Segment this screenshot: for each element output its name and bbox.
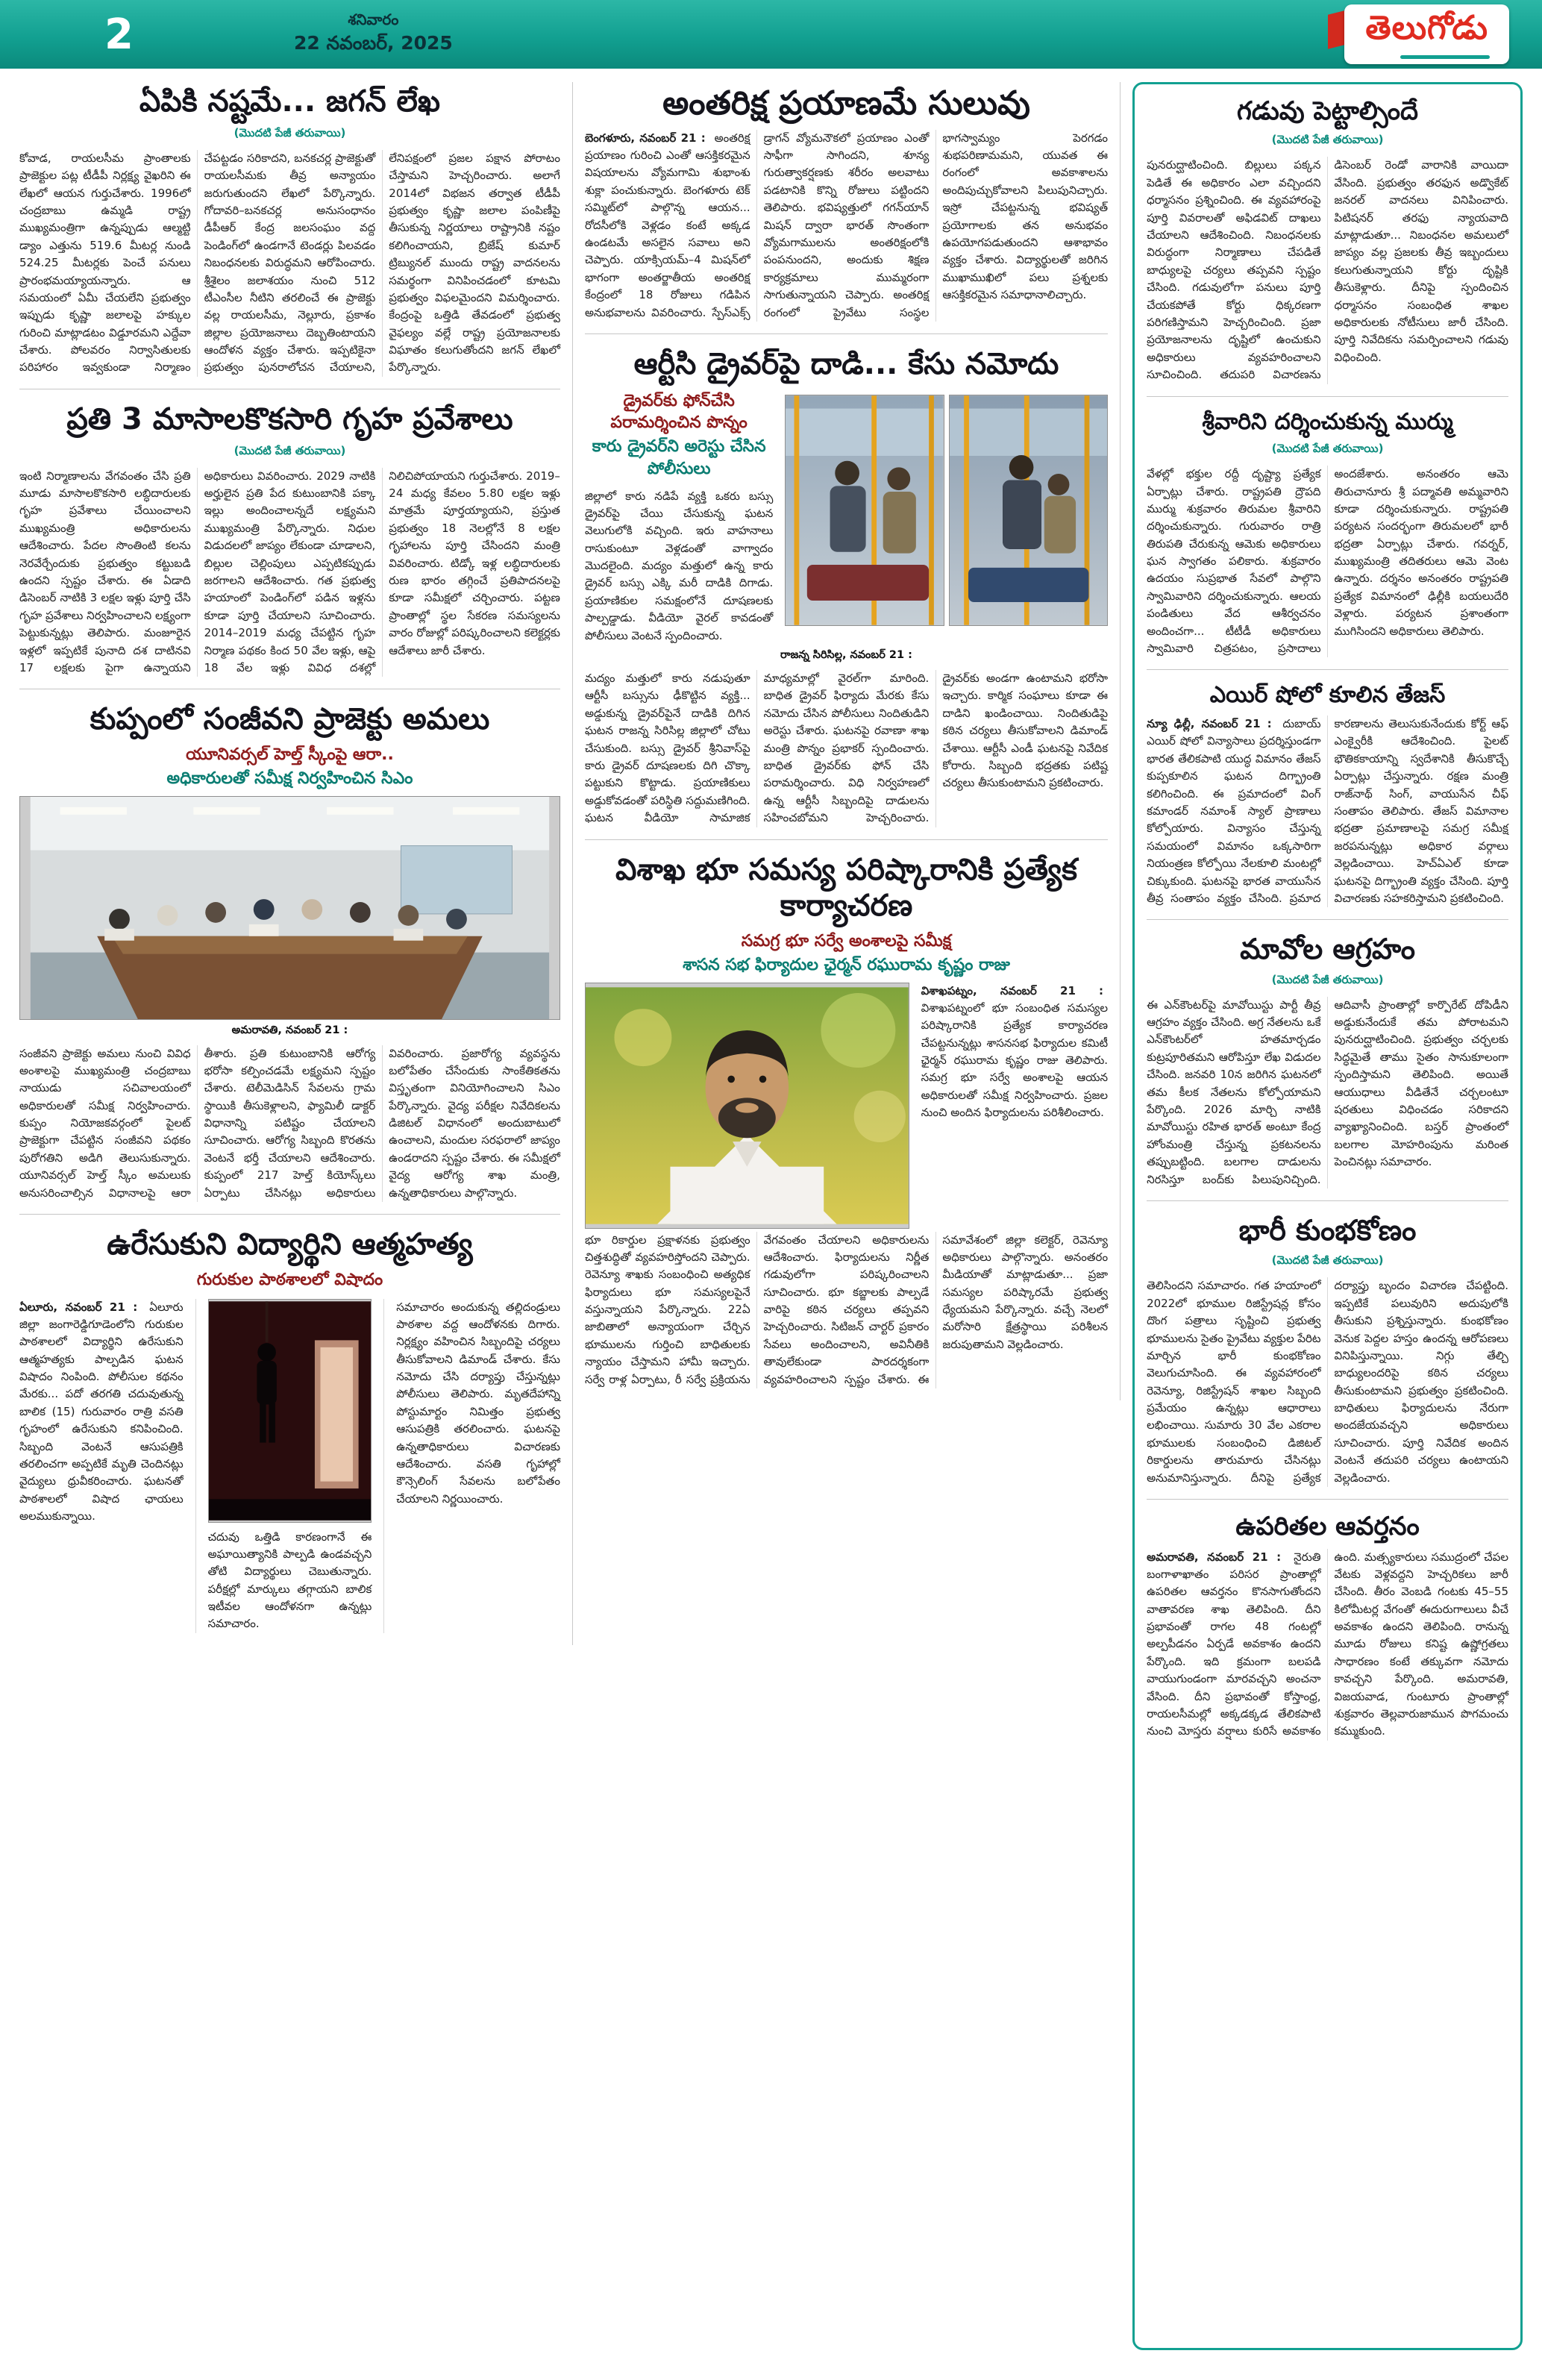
headline: అంతరిక్ష ప్రయాణమే సులువు bbox=[662, 84, 1030, 122]
body-text: కోవాడ, రాయలసీమ ప్రాంతాలకు ప్రాజెక్టుల పట్ల టీడీపీ నిర్లక్ష్య వైఖరిని ఈ లేఖలో ఆయన గుర్తుచేశారు. 1996లో చంద్రబాబు ఉమ్మడి రాష్ట్ర ముఖ్యమంత్రిగా ఉన్నప్పుడు ఆల్మట్టి డ్యాం ఎత్తును 519.6 మీటర్ల నుండి 524.25 మీటర్లకు పెంచే పనులు ప్రారంభమయ్యాయన్నారు. ఆ సమయంలో ఏమీ చేయలేని ప్రభుత్వం ఇప్పుడు కృష్ణా జలాలపై హక్కుల గురించి మాట్లాడటం విడ్డూరమని ఎద్దేవా చేశారు. పోలవరం నిర్వాసితులకు పరిహారం ఇవ్వకుండా నిర్మాణం చేపట్టడం సరికాదని, బనకచర్ల ప్రాజెక్టుతో రాయలసీమకు తీవ్ర అన్యాయం జరుగుతుందని లేఖలో పేర్కొన్నారు. గోదావరి–బనకచర్ల అనుసంధానం డీపీఆర్ కేంద్ర జలసంఘం వద్ద పెండింగ్‌లో ఉండగానే టెండర్లు పిలవడం నిబంధనలకు విరుద్ధమని ఆరోపించారు. శ్రీశైలం జలాశయం నుంచి 512 టీఎంసీల నీటిని తరలించే ఈ ప్రాజెక్టు వల్ల రాయలసీమ, నెల్లూరు, ప్రకాశం జిల్లాల ప్రయోజనాలు దెబ్బతింటాయని ఆందోళన వ్యక్తం చేశారు. ఇప్పటికైనా ప్రభుత్వం పునరాలోచన చేయాలని, లేనిపక్షంలో ప్రజల పక్షాన పోరాటం చేస్తామని హెచ్చరించారు. అలాగే 2014లో విభజన తర్వాత టీడీపీ ప్రభుత్వం కృష్ణా జలాల పంపిణీపై తీసుకున్న నిర్ణయాలు రాష్ట్రానికి నష్టం కలిగించాయని, బ్రిజేష్ కుమార్ ట్రిబ్యునల్ ముందు రాష్ట్ర వాదనలను సమర్థంగా వినిపించడంలో కూటమి ప్రభుత్వం విఫలమైందని విమర్శించారు. కేంద్రంపై ఒత్తిడి తేవడంలో ప్రభుత్వ వైఫల్యం వల్లే రాష్ట్ర ప్రయోజనాలకు విఘాతం కలుగుతోందని జగన్ లేఖలో పేర్కొన్నారు. bbox=[19, 151, 560, 375]
continuation-note: (మొదటి పేజీ తరువాయి) bbox=[1271, 133, 1384, 147]
body-column-right bbox=[383, 1299, 560, 1633]
subhead-2: అధికారులతో సమీక్ష నిర్వహించిన సిఎం bbox=[166, 768, 413, 788]
headline: విశాఖ భూ సమస్య పరిష్కారానికి ప్రత్యేక కార్యాచరణ bbox=[615, 852, 1077, 924]
body-text: మద్యం మత్తులో కారు నడుపుతూ ఆర్టీసీ బస్సును ఢీకొట్టిన వ్యక్తి... అడ్డుకున్న డ్రైవర్‌పైనే దాడికి దిగిన ఘటన రాజన్న సిరిసిల్ల జిల్లాలో చోటు చేసుకుంది. బస్సు డ్రైవర్ శ్రీనివాస్‌పై కారు డ్రైవర్ దూషణలకు దిగి చొక్కా పట్టుకుని కొట్టాడు. ప్రయాణికులు అడ్డుకోవడంతో పరిస్థితి సద్దుమణిగింది. ఘటన వీడియో సామాజిక మాధ్యమాల్లో వైరల్‌గా మారింది. బాధిత డ్రైవర్ ఫిర్యాదు మేరకు కేసు నమోదు చేసిన పోలీసులు నిందితుడిని అరెస్టు చేశారు. ఘటనపై రవాణా శాఖ మంత్రి పొన్నం ప్రభాకర్ స్పందించారు. బాధిత డ్రైవర్‌కు ఫోన్ చేసి పరామర్శించారు. విధి నిర్వహణలో ఉన్న ఆర్టీసీ సిబ్బందిపై దాడులను సహించబోమని హెచ్చరించారు. డ్రైవర్‌కు అండగా ఉంటామని భరోసా ఇచ్చారు. కార్మిక సంఘాలు కూడా ఈ దాడిని ఖండించాయి. నిందితుడిపై కఠిన చర్యలు తీసుకోవాలని డిమాండ్ చేశాయి. ఆర్టీసీ ఎండీ ఘటనపై నివేదిక కోరారు. సిబ్బంది భద్రతకు పటిష్ట చర్యలు తీసుకుంటామని ప్రకటించారు. bbox=[584, 671, 1109, 825]
body-text: ఇంటి నిర్మాణాలను వేగవంతం చేసి ప్రతి మూడు మాసాలకొకసారి లబ్ధిదారులకు గృహ ప్రవేశాలు చేయించాలని ముఖ్యమంత్రి అధికారులను ఆదేశించారు. పేదల సొంతింటి కలను నెరవేర్చేందుకు ప్రభుత్వం కట్టుబడి ఉందని స్పష్టం చేశారు. ఈ ఏడాది డిసెంబర్ నాటికి 3 లక్షల ఇళ్లు పూర్తి చేసి గృహ ప్రవేశాలు నిర్వహించాలని లక్ష్యంగా పెట్టుకున్నట్లు తెలిపారు. మంజూరైన ఇళ్లలో ఇప్పటికే పునాది దశ దాటినవి 17 లక్షలకు పైగా ఉన్నాయని అధికారులు వివరించారు. 2029 నాటికి అర్హులైన ప్రతి పేద కుటుంబానికి పక్కా ఇల్లు అందించాలన్నదే లక్ష్యమని ముఖ్యమంత్రి పేర్కొన్నారు. నిధుల విడుదలలో జాప్యం లేకుండా చూడాలని, బిల్లుల చెల్లింపులు ఎప్పటికప్పుడు జరగాలని ఆదేశించారు. గత ప్రభుత్వ హయాంలో పెండింగ్‌లో పడిన ఇళ్లను కూడా పూర్తి చేయాలని సూచించారు. 2014–2019 మధ్య చేపట్టిన గృహ నిర్మాణ పథకం కింద 50 వేల ఇళ్లు, ఆపై 18 వేల ఇళ్లు వివిధ దశల్లో నిలిచిపోయాయని గుర్తుచేశారు. 2019–24 మధ్య కేవలం 5.80 లక్షల ఇళ్లు మాత్రమే పూర్తయ్యాయని, ప్రస్తుత ప్రభుత్వం 18 నెలల్లోనే 8 లక్షల గృహాలను పూర్తి చేసిందని మంత్రి వివరించారు. టిడ్కో ఇళ్ల లబ్ధిదారులకు రుణ భారం తగ్గించే ప్రతిపాదనలపై కూడా సమీక్షలో చర్చించారు. పట్టణ ప్రాంతాల్లో స్థల సేకరణ సమస్యలను వారం రోజుల్లో పరిష్కరించాలని కలెక్టర్లకు ఆదేశాలు జారీ చేశారు. bbox=[19, 469, 560, 674]
date-block bbox=[294, 10, 453, 59]
raghurama-portrait-photo bbox=[585, 983, 909, 1229]
article-body bbox=[1147, 715, 1508, 907]
body-column-left bbox=[19, 1299, 184, 1633]
headline: శ్రీవారిని దర్శించుకున్న ముర్ము bbox=[1202, 408, 1453, 435]
subhead-1: యూనివర్సల్ హెల్త్ స్కీంపై ఆరా.. bbox=[186, 745, 394, 765]
body-column-middle bbox=[195, 1299, 372, 1633]
photo-block bbox=[585, 983, 909, 1229]
body-text: సంజీవని ప్రాజెక్టు అమలు నుంచి వివిధ అంశాలపై ముఖ్యమంత్రి చంద్రబాబు నాయుడు సచివాలయంలో అధికారులతో సమీక్ష నిర్వహించారు. కుప్పం నియోజకవర్గంలో పైలట్ ప్రాజెక్టుగా చేపట్టిన సంజీవని పథకం పురోగతిని అడిగి తెలుసుకున్నారు. యూనివర్సల్ హెల్త్ స్కీం అమలుకు అనుసరించాల్సిన విధానాలపై ఆరా తీశారు. ప్రతి కుటుంబానికి ఆరోగ్య భరోసా కల్పించడమే లక్ష్యమని స్పష్టం చేశారు. టెలీమెడిసిన్ సేవలను గ్రామ స్థాయికి తీసుకెళ్లాలని, ఫ్యామిలీ డాక్టర్ విధానాన్ని పటిష్టం చేయాలని సూచించారు. ఆరోగ్య సిబ్బంది కొరతను వెంటనే భర్తీ చేయాలని ఆదేశించారు. కుప్పంలో 217 హెల్త్ కియోస్క్‌లు ఏర్పాటు చేసినట్లు అధికారులు వివరించారు. ప్రజారోగ్య వ్యవస్థను బలోపేతం చేసేందుకు సాంకేతికతను విస్తృతంగా వినియోగించాలని సిఎం పేర్కొన్నారు. వైద్య పరీక్షల నివేదికలను డిజిటల్ విధానంలో అందుబాటులో ఉంచాలని, మందుల సరఫరాలో జాప్యం ఉండరాదని స్పష్టం చేశారు. ఈ సమీక్షలో వైద్య ఆరోగ్య శాఖ మంత్రి, ఉన్నతాధికారులు పాల్గొన్నారు. bbox=[19, 1046, 560, 1200]
article-tejas-crash bbox=[1147, 669, 1508, 907]
headline: మావోల ఆగ్రహం bbox=[1240, 933, 1415, 966]
cm-review-meeting-photo bbox=[19, 796, 560, 1020]
headline: ఉరేసుకుని విద్యార్థిని ఆత్మహత్య bbox=[107, 1227, 473, 1262]
body-text: పునరుద్ఘాటించింది. బిల్లులు పక్కన పెడితే ఈ అధికారం ఎలా వచ్చిందని ధర్మాసనం ప్రశ్నించింది. ఈ వ్యవహారంపై పూర్తి వివరాలతో అఫిడవిట్ దాఖలు చేయాలని ఆదేశించింది. నిబంధనలకు విరుద్ధంగా నిర్మాణాలు చేపడితే బాధ్యులపై చర్యలు తప్పవని స్పష్టం చేసింది. గడువులోగా పనులు పూర్తి చేయకపోతే కోర్టు ధిక్కరణగా పరిగణిస్తామని హెచ్చరించింది. ప్రజా ప్రయోజనాలను దృష్టిలో ఉంచుకుని అధికారులు వ్యవహరించాలని సూచించింది. తదుపరి విచారణను డిసెంబర్ రెండో వారానికి వాయిదా వేసింది. ప్రభుత్వం తరఫున అడ్వొకేట్ జనరల్ వాదనలు వినిపించారు. పిటిషనర్ తరఫు న్యాయవాది మాట్లాడుతూ... నిబంధనల అమలులో జాప్యం వల్ల ప్రజలకు తీవ్ర ఇబ్బందులు కలుగుతున్నాయని కోర్టు దృష్టికి తీసుకెళ్లారు. దీనిపై స్పందించిన ధర్మాసనం సంబంధిత శాఖల అధికారులకు నోటీసులు జారీ చేసింది. పూర్తి నివేదికను సమర్పించాలని గడువు విధించింది. bbox=[1147, 158, 1508, 382]
subhead-2: కారు డ్రైవర్‌ని అరెస్టు చేసిన పోలీసులు bbox=[592, 437, 766, 478]
dateline: అమరావతి, నవంబర్ 21 : bbox=[1147, 1550, 1282, 1564]
continuation-note: (మొదటి పేజీ తరువాయి) bbox=[1271, 972, 1384, 986]
body-text: దుబాయ్ ఎయిర్ షోలో విన్యాసాలు ప్రదర్శిస్తుండగా భారత తేలికపాటి యుద్ధ విమానం తేజస్ కుప్పకూలిన ఘటన దిగ్భ్రాంతి కలిగించింది. ఈ ప్రమాదంలో వింగ్ కమాండర్ నమాంశ్ స్యాల్ ప్రాణాలు కోల్పోయారు. విన్యాసం చేస్తున్న సమయంలో విమానం ఒక్కసారిగా నియంత్రణ కోల్పోయి నేలకూలి మంటల్లో చిక్కుకుంది. ఘటనపై భారత వాయుసేన తీవ్ర సంతాపం వ్యక్తం చేసింది. ప్రమాద కారణాలను తెలుసుకునేందుకు కోర్ట్ ఆఫ్ ఎంక్వైరీకి ఆదేశించింది. పైలట్ భౌతికకాయాన్ని స్వదేశానికి తీసుకొచ్చే ఏర్పాట్లు చేస్తున్నారు. రక్షణ మంత్రి రాజ్‌నాథ్ సింగ్, వాయుసేన చీఫ్ సంతాపం తెలిపారు. తేజస్ విమానాల భద్రతా ప్రమాణాలపై సమగ్ర సమీక్ష జరపనున్నట్లు అధికార వర్గాలు వెల్లడించాయి. హెచ్ఏఎల్ కూడా ఘటనపై దిగ్భ్రాంతి వ్యక్తం చేసింది. పూర్తి విచారణకు సహకరిస్తామని ప్రకటించింది. bbox=[1147, 717, 1508, 905]
body-text: తెలిసిందని సమాచారం. గత హయాంలో 2022లో భూముల రిజిస్ట్రేషన్ల కోసం దొంగ పత్రాలు సృష్టించి ప్రభుత్వ భూములను సైతం ప్రైవేటు వ్యక్తుల పేరిట మార్చిన భారీ కుంభకోణం వెలుగుచూసింది. ఈ వ్యవహారంలో రెవెన్యూ, రిజిస్ట్రేషన్ శాఖల సిబ్బంది ప్రమేయం ఉన్నట్లు ఆధారాలు లభించాయి. సుమారు 30 వేల ఎకరాల భూములకు సంబంధించి డిజిటల్ రికార్డులను తారుమారు చేసినట్లు అనుమానిస్తున్నారు. దీనిపై ప్రత్యేక దర్యాప్తు బృందం విచారణ చేపట్టింది. ఇప్పటికే పలువురిని అదుపులోకి తీసుకుని ప్రశ్నిస్తున్నారు. కుంభకోణం వెనుక పెద్దల హస్తం ఉందన్న ఆరోపణలు వినిపిస్తున్నాయి. నిగ్గు తేల్చి బాధ్యులందరిపై కఠిన చర్యలు తీసుకుంటామని ప్రభుత్వం ప్రకటించింది. బాధితులు ఫిర్యాదులను నేరుగా అందజేయవచ్చని అధికారులు సూచించారు. పూర్తి నివేదిక అందిన వెంటనే తదుపరి చర్యలు ఉంటాయని వెల్లడించారు. bbox=[1147, 1279, 1508, 1485]
article-rtc-driver-attack bbox=[585, 333, 1108, 827]
dateline: న్యూ ఢిల్లీ, నవంబర్ 21 : bbox=[1147, 717, 1272, 731]
article-vizag-land-issues bbox=[585, 839, 1108, 1388]
continuation-note: (మొదటి పేజీ తరువాయి) bbox=[234, 125, 346, 140]
subhead: గురుకుల పాఠశాలలో విషాదం bbox=[196, 1270, 383, 1289]
subhead-and-photos bbox=[585, 389, 1108, 645]
body-text: భూ రికార్డుల ప్రక్షాళనకు ప్రభుత్వం చిత్తశుద్ధితో వ్యవహరిస్తోందని చెప్పారు. రెవెన్యూ శాఖకు సంబంధించి అత్యధిక ఫిర్యాదులు భూ సమస్యలపైనే వస్తున్నాయని పేర్కొన్నారు. 22ఏ జాబితాలో అన్యాయంగా చేర్చిన భూములను గుర్తించి బాధితులకు న్యాయం చేస్తామని హామీ ఇచ్చారు. సర్వే రాళ్ల ఏర్పాటు, రీ సర్వే ప్రక్రియను వేగవంతం చేయాలని అధికారులను ఆదేశించారు. ఫిర్యాదులను నిర్ణీత గడువులోగా పరిష్కరించాలని సూచించారు. భూ కబ్జాలకు పాల్పడే వారిపై కఠిన చర్యలు తప్పవని హెచ్చరించారు. సిటిజన్ చార్టర్ ప్రకారం సేవలు అందించాలని, అవినీతికి తావులేకుండా పారదర్శకంగా వ్యవహరించాలని స్పష్టం చేశారు. ఈ సమావేశంలో జిల్లా కలెక్టర్, రెవెన్యూ అధికారులు పాల్గొన్నారు. అనంతరం మీడియాతో మాట్లాడుతూ... ప్రజా సమస్యల పరిష్కారమే ప్రభుత్వ ధ్యేయమని పేర్కొన్నారు. వచ్చే నెలలో మరోసారి క్షేత్రస్థాయి పరిశీలన జరుపుతామని వెల్లడించారు. bbox=[584, 1233, 1109, 1386]
headline: ఏపికి నష్టమే... జగన్ లేఖ bbox=[139, 84, 441, 119]
article-space-travel bbox=[585, 84, 1108, 322]
headline: గడువు పెట్టాల్సిందే bbox=[1237, 96, 1419, 126]
headline: భారీ కుంభకోణం bbox=[1238, 1213, 1417, 1247]
article-kuppam-sanjeevani bbox=[19, 689, 560, 1202]
article-body bbox=[585, 670, 1108, 827]
body-text: విశాఖపట్నంలో భూ సంబంధిత సమస్యల పరిష్కారానికి ప్రత్యేక కార్యాచరణ చేపట్టనున్నట్లు శాసనసభ ఫిర్యాదుల కమిటీ ఛైర్మన్ రఘురామ కృష్ణం రాజు తెలిపారు. సమగ్ర భూ సర్వే అంశాలపై ఆయన అధికారులతో సమీక్ష నిర్వహించారు. ప్రజల నుంచి అందిన ఫిర్యాదులను పరిశీలించారు. bbox=[921, 1000, 1109, 1120]
continuation-note: (మొదటి పేజీ తరువాయి) bbox=[1271, 1253, 1384, 1268]
body-text: ఏలూరు జిల్లా జంగారెడ్డిగూడెంలోని గురుకుల పాఠశాలలో విద్యార్థిని ఉరేసుకుని ఆత్మహత్యకు పాల్పడిన ఘటన విషాదం నింపింది. పోలీసుల కథనం మేరకు... పదో తరగతి చదువుతున్న బాలిక (15) గురువారం రాత్రి వసతి గృహంలో ఉరేసుకుని కనిపించింది. సిబ్బంది వెంటనే ఆసుపత్రికి తరలించగా అప్పటికే మృతి చెందినట్లు వైద్యులు ధ్రువీకరించారు. ఘటనతో పాఠశాలలో విషాద ఛాయలు అలముకున్నాయి. bbox=[19, 1300, 184, 1523]
bus-attack-photo-2 bbox=[949, 395, 1108, 626]
intro-text bbox=[585, 488, 773, 645]
tragedy-photo bbox=[208, 1299, 372, 1523]
dateline: విశాఖపట్నం, నవంబర్ 21 : bbox=[921, 983, 1104, 998]
article-body bbox=[19, 150, 560, 377]
article-body bbox=[1147, 157, 1508, 383]
headline: ఆర్టీసి డ్రైవర్‌పై దాడి... కేసు నమోదు bbox=[633, 346, 1059, 381]
photo-caption: అమరావతి, నవంబర్ 21 : bbox=[231, 1024, 348, 1036]
logo-text: తెలుగోడు bbox=[1365, 9, 1488, 47]
headline: ఉపరితల ఆవర్తనం bbox=[1235, 1512, 1420, 1542]
bus-attack-photo-1 bbox=[785, 395, 944, 626]
subhead-1: సమగ్ర భూ సర్వే అంశాలపై సమీక్ష bbox=[741, 932, 952, 951]
article-body bbox=[19, 468, 560, 677]
body-text: వేళల్లో భక్తుల రద్దీ దృష్ట్యా ప్రత్యేక ఏర్పాట్లు చేశారు. రాష్ట్రపతి ద్రౌపది ముర్ము శుక్రవారం తిరుమల శ్రీవారిని దర్శించుకున్నారు. గురువారం రాత్రి తిరుపతి చేరుకున్న ఆమెకు అధికారులు ఘన స్వాగతం పలికారు. శుక్రవారం ఉదయం సుప్రభాత సేవలో పాల్గొని స్వామివారిని దర్శించుకున్నారు. ఆలయ పండితులు వేద ఆశీర్వచనం అందించగా... టీటీడీ అధికారులు స్వామివారి చిత్రపటం, ప్రసాదాలు అందజేశారు. అనంతరం ఆమె తిరుచానూరు శ్రీ పద్మావతి అమ్మవారిని కూడా దర్శించుకున్నారు. రాష్ట్రపతి పర్యటన సందర్భంగా తిరుమలలో భారీ భద్రతా ఏర్పాట్లు చేశారు. గవర్నర్, ముఖ్యమంత్రి తదితరులు ఆమె వెంట ఉన్నారు. దర్శనం అనంతరం రాష్ట్రపతి ప్రత్యేక విమానంలో ఢిల్లీకి బయలుదేరి వెళ్లారు. పర్యటన ప్రశాంతంగా ముగిసిందని అధికారులు తెలిపారు. bbox=[1147, 467, 1508, 656]
article-body bbox=[19, 1045, 560, 1203]
article-deadline bbox=[1147, 96, 1508, 384]
subhead-2: శాసన సభ ఫిర్యాదుల ఛైర్మన్ రఘురామ కృష్ణం రాజు bbox=[683, 955, 1010, 974]
page-content bbox=[0, 69, 1542, 2368]
article-body bbox=[19, 1299, 560, 1633]
photo-pair bbox=[785, 389, 1108, 645]
article-body bbox=[1147, 466, 1508, 657]
photo-and-intro bbox=[585, 983, 1108, 1229]
article-body bbox=[1147, 1277, 1508, 1487]
headline: కుప్పంలో సంజీవని ప్రాజెక్టు అమలు bbox=[90, 702, 490, 737]
left-column bbox=[19, 82, 573, 1645]
body-text: చదువు ఒత్తిడి కారణంగానే ఈ అఘాయిత్యానికి పాల్పడి ఉండవచ్చని తోటి విద్యార్థులు చెబుతున్నారు. పరీక్షల్లో మార్కులు తగ్గాయని బాలిక ఇటీవల ఆందోళనగా ఉన్నట్లు సమాచారం. bbox=[207, 1529, 372, 1631]
subhead-1: డ్రైవర్‌కు ఫోన్‌చేసి పరామర్శించిన పొన్నం bbox=[610, 391, 748, 433]
body-text: నైరుతి బంగాళాఖాతం పరిసర ప్రాంతాల్లో ఉపరితల ఆవర్తనం కొనసాగుతోందని వాతావరణ శాఖ తెలిపింది. దీని ప్రభావంతో రాగల 48 గంటల్లో అల్పపీడనం ఏర్పడే అవకాశం ఉందని పేర్కొంది. ఇది క్రమంగా బలపడి వాయుగుండంగా మారవచ్చని అంచనా వేసింది. దీని ప్రభావంతో కోస్తాంధ్ర, రాయలసీమల్లో అక్కడక్కడ తేలికపాటి నుంచి మోస్తరు వర్షాలు కురిసే అవకాశం ఉంది. మత్స్యకారులు సముద్రంలో చేపల వేటకు వెళ్లవద్దని హెచ్చరికలు జారీ చేసింది. తీరం వెంబడి గంటకు 45–55 కిలోమీటర్ల వేగంతో ఈదురుగాలులు వీచే అవకాశం ఉందని తెలిపింది. రానున్న మూడు రోజులు కనిష్ట ఉష్ణోగ్రతలు సాధారణం కంటే తక్కువగా నమోదు కావచ్చని పేర్కొంది. అమరావతి, విజయవాడ, గుంటూరు ప్రాంతాల్లో శుక్రవారం తెల్లవారుజామున పొగమంచు కమ్ముకుంది. bbox=[1147, 1550, 1508, 1738]
subhead-block bbox=[585, 389, 773, 645]
body-text: ఈ ఎన్‌కౌంటర్‌పై మావోయిస్టు పార్టీ తీవ్ర ఆగ్రహం వ్యక్తం చేసింది. అగ్ర నేతలను ఒకే ఎన్‌కౌంటర్‌లో హతమార్చడం కుట్రపూరితమని ఆరోపిస్తూ లేఖ విడుదల చేసింది. జనవరి 10న జరిగిన ఘటనలో తమ కీలక నేతలను కోల్పోయామని పేర్కొంది. 2026 మార్చి నాటికి మావోయిస్టు రహిత భారత్ అంటూ కేంద్ర హోంమంత్రి చేస్తున్న ప్రకటనలను తప్పుబట్టింది. బలగాల దాడులను నిరసిస్తూ బంద్‌కు పిలుపునిచ్చింది. ఆదివాసీ ప్రాంతాల్లో కార్పొరేట్ దోపిడీని అడ్డుకునేందుకే తమ పోరాటమని పునరుద్ఘాటించింది. ప్రభుత్వం చర్చలకు సిద్ధమైతే తాము సైతం సానుకూలంగా స్పందిస్తామని తెలిపింది. అయితే ఆయుధాలు వీడితేనే చర్చలంటూ షరతులు విధించడం సరికాదని వ్యాఖ్యానించింది. బస్తర్ ప్రాంతంలో బలగాల మోహరింపును మరింత పెంచినట్లు సమాచారం. bbox=[1147, 998, 1508, 1186]
article-murmu-darshan bbox=[1147, 396, 1508, 658]
article-weather-circulation bbox=[1147, 1499, 1508, 1741]
body-text: అంతరిక్ష ప్రయాణం గురించి ఎంతో ఆసక్తికరమైన విషయాలను వ్యోమగామి శుభాంశు శుక్లా పంచుకున్నారు. బెంగళూరు టెక్ సమ్మిట్‌లో పాల్గొన్న ఆయన... రోదసీలోకి వెళ్లడం కంటే అక్కడ ఉండటమే అసలైన సవాలు అని చెప్పారు. యాక్సియమ్–4 మిషన్‌లో భాగంగా అంతర్జాతీయ అంతరిక్ష కేంద్రంలో 18 రోజులు గడిపిన అనుభవాలను వివరించారు. స్పేస్‌ఎక్స్ డ్రాగన్ వ్యోమనౌకలో ప్రయాణం ఎంతో సాఫీగా సాగిందని, శూన్య గురుత్వాకర్షణకు శరీరం అలవాటు పడటానికి కొన్ని రోజులు పట్టిందని తెలిపారు. భవిష్యత్తులో గగన్‌యాన్ మిషన్ ద్వారా భారత్ సొంతంగా వ్యోమగాములను అంతరిక్షంలోకి పంపనుందని, అందుకు శిక్షణ కార్యక్రమాలు ముమ్మరంగా సాగుతున్నాయని చెప్పారు. అంతరిక్ష రంగంలో ప్రైవేటు సంస్థల భాగస్వామ్యం పెరగడం శుభపరిణామమని, యువత ఈ రంగంలో అవకాశాలను అందిపుచ్చుకోవాలని పిలుపునిచ్చారు. ఇస్రో చేపట్టనున్న భవిష్యత్ ప్రయోగాలకు తన అనుభవం ఉపయోగపడుతుందని ఆశాభావం వ్యక్తం చేశారు. విద్యార్థులతో జరిగిన ముఖాముఖిలో పలు ప్రశ్నలకు ఆసక్తికరమైన సమాధానాలిచ్చారు. bbox=[584, 131, 1109, 319]
date-label: 22 నవంబర్, 2025 bbox=[293, 31, 453, 54]
photo-caption: రాజన్న సిరిసిల్ల, నవంబర్ 21 : bbox=[780, 649, 912, 662]
paper-logo bbox=[1344, 4, 1509, 64]
article-maoist-anger bbox=[1147, 919, 1508, 1189]
masthead bbox=[0, 0, 1542, 69]
middle-column bbox=[573, 82, 1121, 1400]
article-body bbox=[585, 1232, 1108, 1389]
dateline: ఏలూరు, నవంబర్ 21 : bbox=[19, 1300, 138, 1314]
headline: ఎయిర్ షోలో కూలిన తేజస్ bbox=[1209, 682, 1446, 709]
headline: ప్రతి 3 మాసాలకొకసారి గృహ ప్రవేశాలు bbox=[66, 401, 513, 436]
page-number: 2 bbox=[104, 10, 134, 59]
bus-attack-photos bbox=[785, 395, 1108, 626]
article-gruha-praveshalu bbox=[19, 389, 560, 677]
body-text: జిల్లాలో కారు నడిపే వ్యక్తి ఒకరు బస్సు డ్రైవర్‌పై చేయి చేసుకున్న ఘటన వెలుగులోకి వచ్చింది. ఇరు వాహనాలు రాసుకుంటూ వెళ్లడంతో వాగ్వాదం మొదలైంది. మద్యం మత్తులో ఉన్న కారు డ్రైవర్ బస్సు ఎక్కి మరీ దాడికి దిగాడు. ప్రయాణికుల సమక్షంలోనే దూషణలకు పాల్పడ్డాడు. వీడియో వైరల్ కావడంతో పోలీసులు వెంటనే స్పందించారు. bbox=[584, 489, 774, 642]
continuation-note: (మొదటి పేజీ తరువాయి) bbox=[234, 443, 346, 457]
continuation-note: (మొదటి పేజీ తరువాయి) bbox=[1271, 442, 1384, 456]
article-body bbox=[1147, 997, 1508, 1189]
article-body bbox=[1147, 1549, 1508, 1741]
article-student-suicide bbox=[19, 1214, 560, 1633]
article-jagan-letter bbox=[19, 84, 560, 377]
article-big-scam bbox=[1147, 1200, 1508, 1487]
dateline: బెంగళూరు, నవంబర్ 21 : bbox=[584, 131, 706, 145]
right-column bbox=[1132, 82, 1523, 2350]
article-body bbox=[585, 130, 1108, 322]
day-label: శనివారం bbox=[348, 10, 399, 28]
body-text: సమాచారం అందుకున్న తల్లిదండ్రులు పాఠశాల వద్ద ఆందోళనకు దిగారు. నిర్లక్ష్యం వహించిన సిబ్బందిపై చర్యలు తీసుకోవాలని డిమాండ్ చేశారు. కేసు నమోదు చేసి దర్యాప్తు చేస్తున్నట్లు పోలీసులు తెలిపారు. మృతదేహాన్ని పోస్టుమార్టం నిమిత్తం ప్రభుత్వ ఆసుపత్రికి తరలించారు. ఘటనపై ఉన్నతాధికారులు విచారణకు ఆదేశించారు. వసతి గృహాల్లో కౌన్సెలింగ్ సేవలను బలోపేతం చేయాలని నిర్ణయించారు. bbox=[396, 1300, 560, 1506]
intro-text bbox=[921, 983, 1108, 1229]
logo-box bbox=[1344, 4, 1509, 64]
